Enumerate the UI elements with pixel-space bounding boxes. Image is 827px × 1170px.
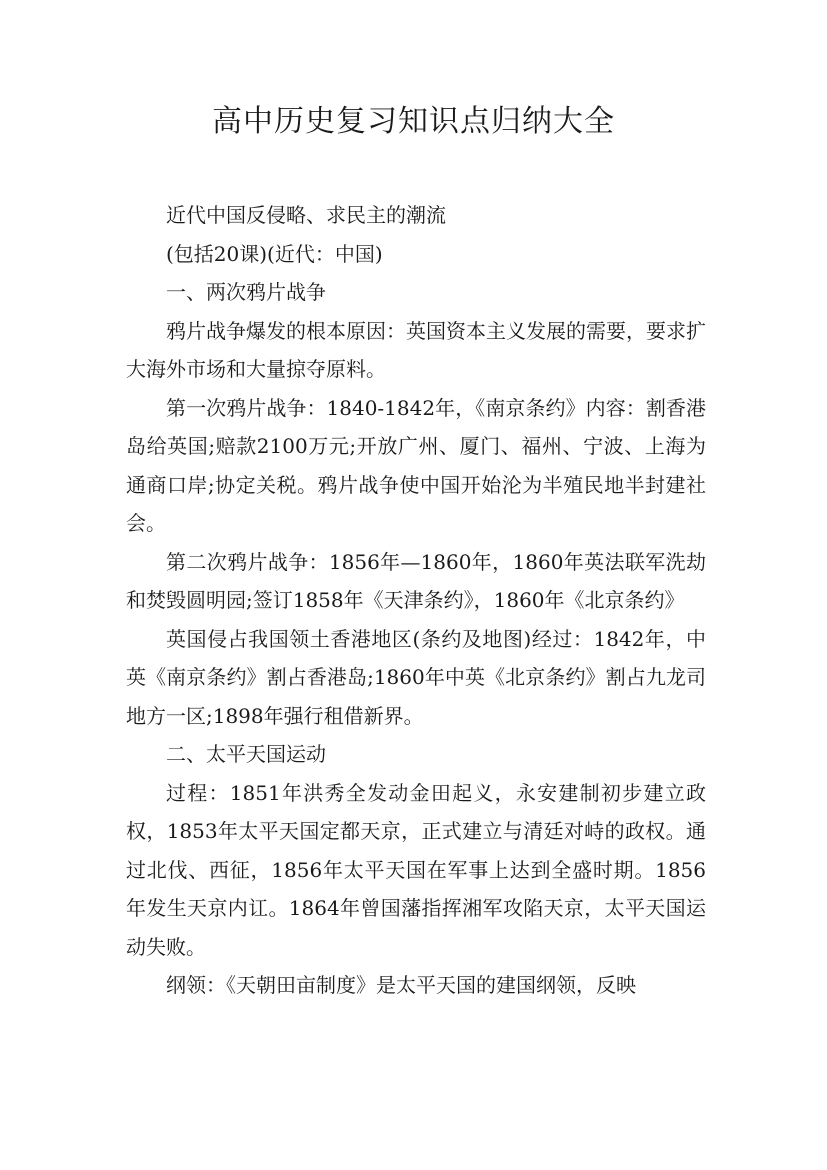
paragraph-section-heading: 近代中国反侵略、求民主的潮流 (166, 203, 446, 227)
paragraph-taiping-process: 过程：1851年洪秀全发动金田起义，永安建制初步建立政权，1853年太平天国定都天京，正式建立与清廷对峙的政权。通过北伐、西征，1856年太平天国在军事上达到全盛时期。1856年发生天京内讧。1864年曾国藩指挥湘军攻陷天京，太平天国运动失败。 (126, 780, 706, 959)
document-title: 高中历史复习知识点归纳大全 (212, 104, 615, 139)
paragraph-root-cause: 鸦片战争爆发的根本原因：英国资本主义发展的需要，要求扩大海外市场和大量掠夺原料。 (126, 318, 706, 381)
paragraph-taiping-program: 纲领：《天朝田亩制度》是太平天国的建国纲领，反映 (166, 973, 636, 997)
paragraph-scope-note: (包括20课)(近代：中国) (166, 241, 383, 266)
document-body (126, 196, 706, 1005)
paragraph-heading-taiping: 二、太平天国运动 (166, 742, 326, 766)
paragraph-second-opium-war: 第二次鸦片战争：1856年—1860年，1860年英法联军洗劫和焚毁圆明园;签订1858年《天津条约》，1860年《北京条约》 (126, 549, 706, 612)
paragraph-heading-opium-wars: 一、两次鸦片战争 (166, 280, 326, 304)
paragraph-first-opium-war: 第一次鸦片战争：1840-1842年，《南京条约》内容：割香港岛给英国;赔款2100万元;开放广州、厦门、福州、宁波、上海为通商口岸;协定关税。鸦片战争使中国开始沦为半殖民地半封建社会。 (126, 395, 706, 535)
paragraph-hong-kong: 英国侵占我国领土香港地区(条约及地图)经过：1842年，中英《南京条约》割占香港岛;1860年中英《北京条约》割占九龙司地方一区;1898年强行租借新界。 (126, 626, 706, 728)
